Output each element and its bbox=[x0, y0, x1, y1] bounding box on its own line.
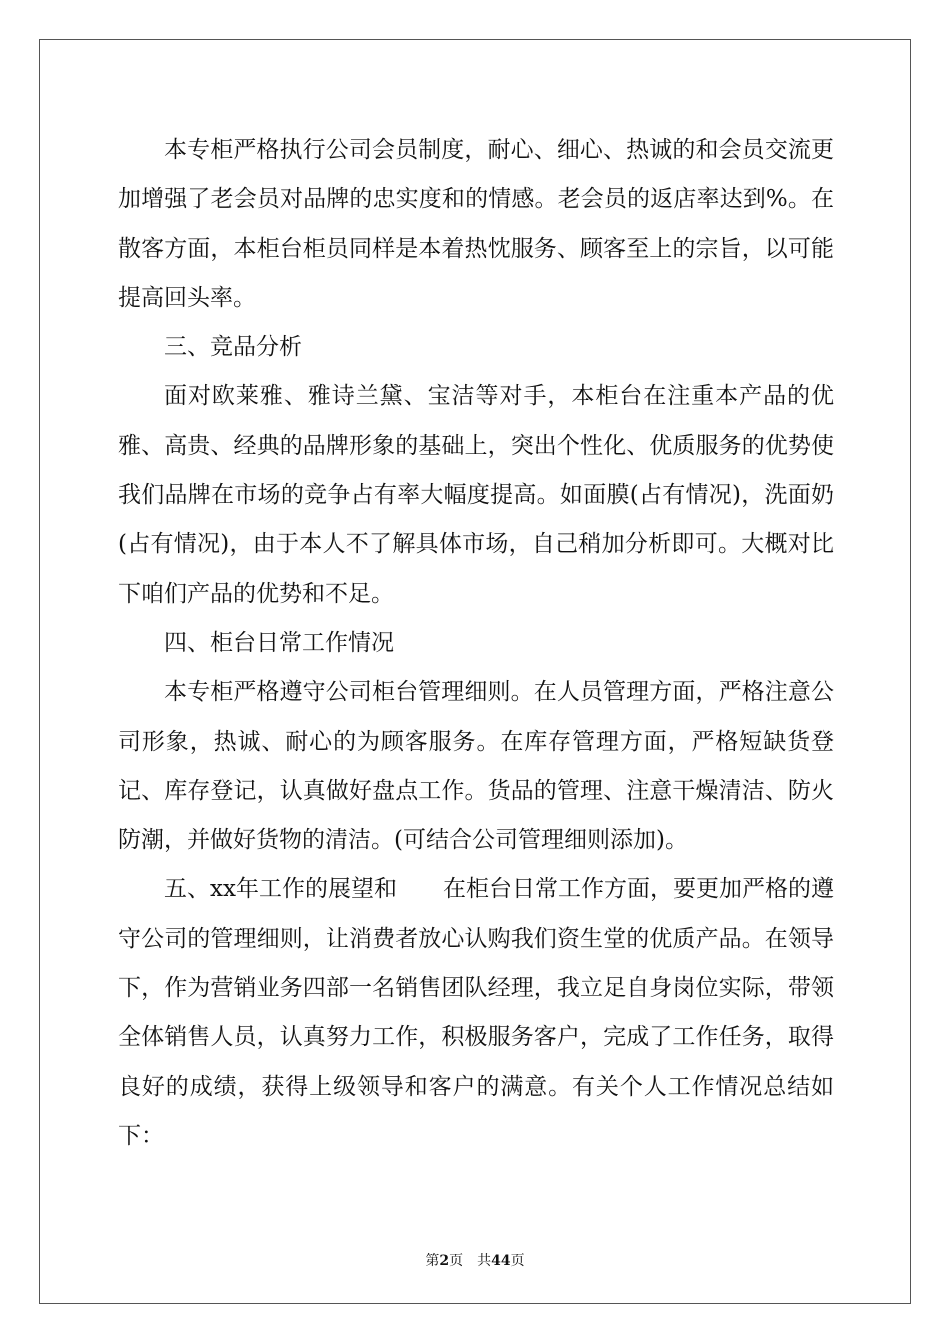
total-prefix: 共 bbox=[477, 1253, 492, 1269]
total-suffix: 页 bbox=[510, 1253, 525, 1269]
page-footer bbox=[0, 1250, 950, 1270]
page-suffix: 页 bbox=[449, 1253, 464, 1269]
total-page-count: 44 bbox=[491, 1253, 511, 1269]
paragraph-member-service: 本专柜严格执行公司会员制度，耐心、细心、热诚的和会员交流更加增强了老会员对品牌的忠实度和的情感。老会员的返店率达到%。在散客方面，本柜台柜员同样是本着热忱服务、顾客至上的宗旨，以可能提高回头率。 bbox=[118, 137, 834, 311]
current-page-number: 2 bbox=[439, 1253, 450, 1269]
heading-daily-work: 四、柜台日常工作情况 bbox=[164, 629, 394, 656]
paragraph-outlook: 五、xx年工作的展望和 在柜台日常工作方面，要更加严格的遵守公司的管理细则，让消费者放心认购我们资生堂的优质产品。在领导下，作为营销业务四部一名销售团队经理，我立足自身岗位实际，带领全体销售人员，认真努力工作，积极服务客户，完成了工作任务，取得良好的成绩，获得上级领导和客户的满意。有关个人工作情况总结如下： bbox=[118, 876, 834, 1149]
paragraph-daily-work: 本专柜严格遵守公司柜台管理细则。在人员管理方面，严格注意公司形象，热诚、耐心的为顾客服务。在库存管理方面，严格短缺货登记、库存登记，认真做好盘点工作。货品的管理、注意干燥清洁、防火防潮，并做好货物的清洁。(可结合公司管理细则添加)。 bbox=[118, 679, 834, 854]
paragraph-competitor-analysis: 面对欧莱雅、雅诗兰黛、宝洁等对手，本柜台在注重本产品的优雅、高贵、经典的品牌形象的基础上，突出个性化、优质服务的优势使我们品牌在市场的竞争占有率大幅度提高。如面膜(占有情况)，洗面奶(占有情况)，由于本人不了解具体市场，自己稍加分析即可。大概对比下咱们产品的优势和不足。 bbox=[118, 383, 834, 607]
heading-competitor-analysis: 三、竞品分析 bbox=[164, 334, 302, 361]
page-prefix: 第 bbox=[425, 1253, 440, 1269]
document-body bbox=[118, 126, 834, 1161]
